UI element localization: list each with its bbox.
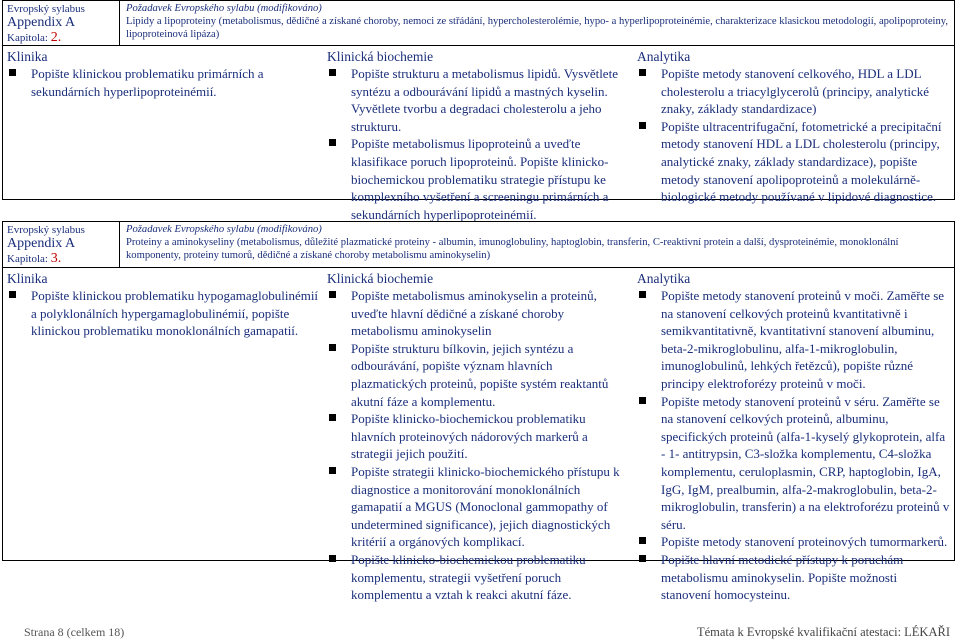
column-klinika — [3, 268, 323, 604]
bullet-icon — [639, 397, 646, 404]
page-number: Strana 8 (celkem 18) — [24, 625, 125, 639]
requirement-title: Požadavek Evropského sylabu (modifikováno) — [126, 224, 322, 235]
requirement-text: Proteiny a aminokyseliny (metabolismus, důležité plazmatické proteiny - albumin, imunoglobuliny, haptoglobin, transferin, C-reaktivní protein a další, dysproteinémie, monoklonální komponenty, proteiny tumorů, dědičné a získané choroby metabolismu aminokyselin) — [126, 236, 899, 261]
section-columns — [3, 268, 954, 604]
column-klinika — [3, 46, 323, 223]
column-title: Klinická biochemie — [327, 49, 434, 64]
list-item: Popište metody stanovení celkového, HDL a LDL cholesterolu a triacylglycerolů (principy, analytické znaky, základy standardizace) — [637, 65, 950, 118]
appendix-label: Appendix A — [7, 236, 76, 252]
list-item: Popište strukturu bílkovin, jejich syntézu a odbourávání, popište význam hlavních plazmatických proteinů, popište systém reaktantů akutní fáze a komplementu. — [327, 340, 629, 410]
column-klinicka-biochemie — [323, 46, 633, 223]
chapter-number: 2. — [50, 30, 62, 46]
section-columns — [3, 46, 954, 223]
column-analytika — [633, 46, 954, 223]
bullet-icon — [9, 291, 16, 298]
syllabus-reference — [3, 1, 120, 45]
list-item: Popište klinickou problematiku hypogamaglobulinémií a polyklonálních hypergamaglobulinémií, popište klinickou problematiku monoklonálních gamapatií. — [7, 287, 319, 340]
list-item: Popište strategii klinicko-biochemického přístupu k diagnostice a monitorování monoklonálních gamapatií a MGUS (Monoclonal gammopathy of undetermined significance), jejich diagnostických kritérií a orgánových komplikací. — [327, 463, 629, 551]
item-list — [637, 287, 950, 604]
list-item: Popište strukturu a metabolismus lipidů. Vysvětlete syntézu a odbourávání lipidů a mastných kyselin. Vyvětlete tvorbu a degradaci cholesterolu a jeho strukturu. — [327, 65, 629, 135]
list-item: Popište klinicko-biochemickou problematiku komplementu, strategii vyšetření poruch komplementu a vztah k reakci akutní fáze. — [327, 551, 629, 604]
requirement-text: Lipidy a lipoproteiny (metabolismus, dědičné a získané choroby, nemoci ze střádání, hypercholesterolémie, hypo- a hyperlipoproteinémie, charakterizace klasickou metodologií, apolipoproteiny, lipoproteinová lipáza) — [126, 15, 949, 40]
syllabus-section-chapter-2 — [2, 0, 955, 222]
syllabus-section-chapter-3 — [2, 221, 955, 603]
syllabus-label: Evropský sylabus — [7, 224, 85, 236]
document-title: Témata k Evropské kvalifikační atestaci: LÉKAŘI — [696, 625, 950, 639]
item-list — [7, 287, 319, 340]
item-list — [327, 65, 629, 223]
list-item: Popište metody stanovení proteinů v séru. Zaměřte se na stanovení celkových proteinů, albuminu, specifických proteinů (alfa-1-kyselý glykoprotein, alfa - 1- antitrypsin, C3-složka komplementu, C4-složka komplementu, ceruloplasmin, CRP, haptoglobin, IgA, IgG, IgM, prealbumin, alfa-2-makroglobulin, beta-2-mikroglobulin, transferin) a na elektroforézu proteinů v séru. — [637, 393, 950, 534]
bullet-icon — [639, 555, 646, 562]
column-title: Klinická biochemie — [327, 271, 434, 286]
list-item: Popište metody stanovení proteinů v moči. Zaměřte se na stanovení celkových proteinů kvantitativně i semikvantitativně, kvantitativní stanovení albuminu, beta-2-mikroglobulinu, alfa-1-mikroglobulin, imunoglobulinů, lehkých řetězců), popište různé principy elektroforézy proteinů v moči. — [637, 287, 950, 393]
syllabus-reference — [3, 222, 120, 267]
bullet-icon — [329, 467, 336, 474]
syllabus-label: Evropský sylabus — [7, 3, 85, 15]
column-title: Analytika — [637, 271, 691, 286]
list-item: Popište ultracentrifugační, fotometrické a precipitační metody stanovení HDL a LDL cholesterolu (principy, analytické znaky, základy standardizace), popište metody stanovení apolipoproteinů a molekulárně-biologické metody používané v lipidové diagnostice. — [637, 118, 950, 206]
column-title: Analytika — [637, 49, 691, 64]
chapter-label: Kapitola: — [7, 32, 48, 45]
appendix-label: Appendix A — [7, 15, 76, 31]
requirement — [120, 222, 954, 267]
bullet-icon — [639, 537, 646, 544]
bullet-icon — [329, 69, 336, 76]
bullet-icon — [329, 291, 336, 298]
requirement-title: Požadavek Evropského sylabu (modifikováno) — [126, 3, 322, 14]
section-header — [3, 222, 954, 268]
bullet-icon — [9, 69, 16, 76]
column-analytika — [633, 268, 954, 604]
section-header — [3, 1, 954, 46]
bullet-icon — [329, 555, 336, 562]
column-klinicka-biochemie — [323, 268, 633, 604]
item-list — [637, 65, 950, 206]
list-item: Popište metabolismus lipoproteinů a uveďte klasifikace poruch lipoproteinů. Popište klinicko-biochemickou problematiku strategie přístupu ke komplexního vyšetření a screeningu primárních a sekundárních hyperlipoproteinémií. — [327, 135, 629, 223]
bullet-icon — [639, 69, 646, 76]
item-list — [327, 287, 629, 604]
requirement — [120, 1, 954, 45]
list-item: Popište metody stanovení proteinových tumormarkerů. — [637, 533, 950, 551]
bullet-icon — [329, 344, 336, 351]
list-item: Popište metabolismus aminokyselin a proteinů, uveďte hlavní dědičné a získané choroby metabolismu aminokyselin — [327, 287, 629, 340]
chapter-number: 3. — [50, 251, 62, 267]
column-title: Klinika — [7, 49, 48, 64]
bullet-icon — [329, 139, 336, 146]
bullet-icon — [329, 414, 336, 421]
bullet-icon — [639, 291, 646, 298]
chapter-label: Kapitola: — [7, 253, 48, 266]
list-item: Popište hlavní metodické přístupy k poruchám metabolismu aminokyselin. Popište možnosti stanovení homocysteinu. — [637, 551, 950, 604]
column-title: Klinika — [7, 271, 48, 286]
list-item: Popište klinickou problematiku primárních a sekundárních hyperlipoproteinémií. — [7, 65, 319, 100]
list-item: Popište klinicko-biochemickou problematiku hlavních proteinových nádorových markerů a strategii jejich použití. — [327, 410, 629, 463]
item-list — [7, 65, 319, 100]
bullet-icon — [639, 122, 646, 129]
